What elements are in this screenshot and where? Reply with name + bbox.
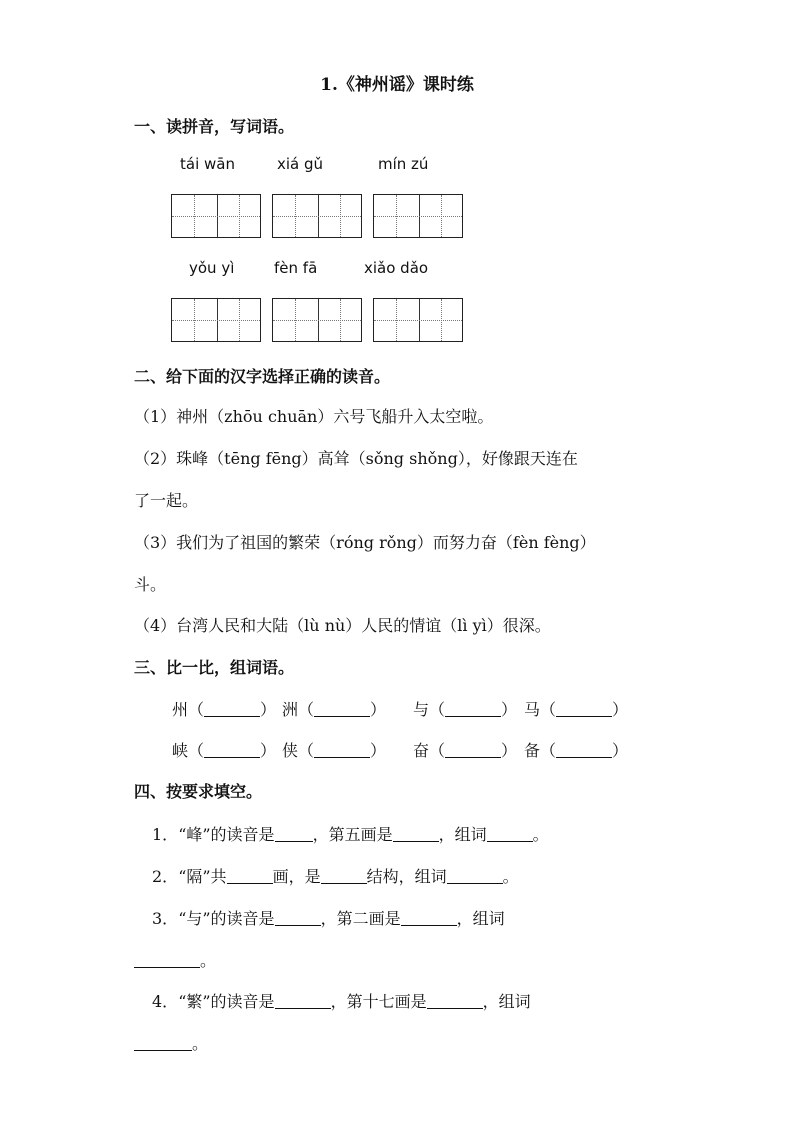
pinyin-youyi: yǒu yì (189, 259, 235, 277)
question-2-4: （4）台湾人民和大陆（lù nù）人民的情谊（lì yì）很深。 (134, 616, 551, 635)
answer-blank[interactable] (556, 743, 612, 758)
compare-char: 州 (172, 700, 189, 719)
writing-box[interactable] (272, 194, 362, 238)
section2-heading: 二、给下面的汉字选择正确的读音。 (134, 367, 391, 386)
answer-blank[interactable] (134, 953, 200, 968)
question-2-3-cont: 斗。 (134, 575, 167, 594)
section4-heading: 四、按要求填空。 (134, 782, 263, 801)
fill-question-4-cont: 。 (134, 1031, 208, 1054)
writing-box[interactable] (373, 298, 463, 342)
answer-blank[interactable] (447, 869, 503, 884)
pinyin-taiwan: tái wān (180, 155, 235, 173)
pinyin-xiagu: xiá gǔ (277, 155, 324, 173)
pinyin-fenfa: fèn fā (274, 259, 318, 277)
compare-char: 与 (413, 700, 430, 719)
compare-char: 马 (524, 700, 541, 719)
compare-char: 奋 (413, 741, 430, 760)
answer-blank[interactable] (321, 869, 367, 884)
answer-blank[interactable] (314, 743, 370, 758)
compare-char: 侠 (282, 741, 299, 760)
answer-blank[interactable] (556, 702, 612, 717)
section1-heading: 一、读拼音，写词语。 (134, 117, 295, 136)
question-2-3: （3）我们为了祖国的繁荣（róng rǒng）而努力奋（fèn fèng） (134, 533, 596, 552)
compare-item: 侠（ ） (282, 741, 387, 760)
answer-blank[interactable] (427, 994, 483, 1009)
answer-blank[interactable] (227, 869, 273, 884)
compare-item: 州（ ） (172, 700, 277, 719)
question-2-2-cont: 了一起。 (134, 491, 199, 510)
answer-blank[interactable] (275, 994, 331, 1009)
answer-blank[interactable] (204, 743, 260, 758)
answer-blank[interactable] (445, 702, 501, 717)
answer-blank[interactable] (314, 702, 370, 717)
writing-box[interactable] (272, 298, 362, 342)
fill-question-3: 3．“与”的读音是 ，第二画是 ，组词 (152, 909, 505, 928)
answer-blank[interactable] (401, 911, 457, 926)
worksheet-title: 1.《神州谣》课时练 (320, 75, 474, 95)
compare-char: 备 (524, 741, 541, 760)
compare-item: 奋（ ） (413, 741, 518, 760)
answer-blank[interactable] (275, 827, 313, 842)
writing-box[interactable] (373, 194, 463, 238)
compare-item: 备（ ） (524, 741, 629, 760)
fill-question-4: 4．“繁”的读音是 ，第十七画是 ，组词 (152, 992, 531, 1011)
compare-char: 峡 (172, 741, 189, 760)
compare-char: 洲 (282, 700, 299, 719)
compare-item: 与（ ） (413, 700, 518, 719)
compare-item: 峡（ ） (172, 741, 277, 760)
answer-blank[interactable] (204, 702, 260, 717)
answer-blank[interactable] (487, 827, 533, 842)
writing-box[interactable] (171, 298, 261, 342)
fill-question-3-cont: 。 (134, 948, 216, 971)
answer-blank[interactable] (445, 743, 501, 758)
answer-blank[interactable] (134, 1036, 192, 1051)
fill-question-1: 1．“峰”的读音是 ，第五画是 ，组词 。 (152, 825, 549, 844)
question-2-1: （1）神州（zhōu chuān）六号飞船升入太空啦。 (134, 407, 494, 426)
writing-box[interactable] (171, 194, 261, 238)
compare-item: 洲（ ） (282, 700, 387, 719)
question-2-2: （2）珠峰（tēng fēng）高耸（sǒng shǒng），好像跟天连在 (134, 449, 578, 468)
pinyin-minzu: mín zú (378, 155, 429, 173)
answer-blank[interactable] (393, 827, 439, 842)
answer-blank[interactable] (275, 911, 321, 926)
compare-item: 马（ ） (524, 700, 629, 719)
pinyin-xiaodao: xiǎo dǎo (364, 259, 429, 277)
fill-question-2: 2．“隔”共 画，是 结构，组词 。 (152, 867, 519, 886)
section3-heading: 三、比一比，组词语。 (134, 658, 295, 677)
